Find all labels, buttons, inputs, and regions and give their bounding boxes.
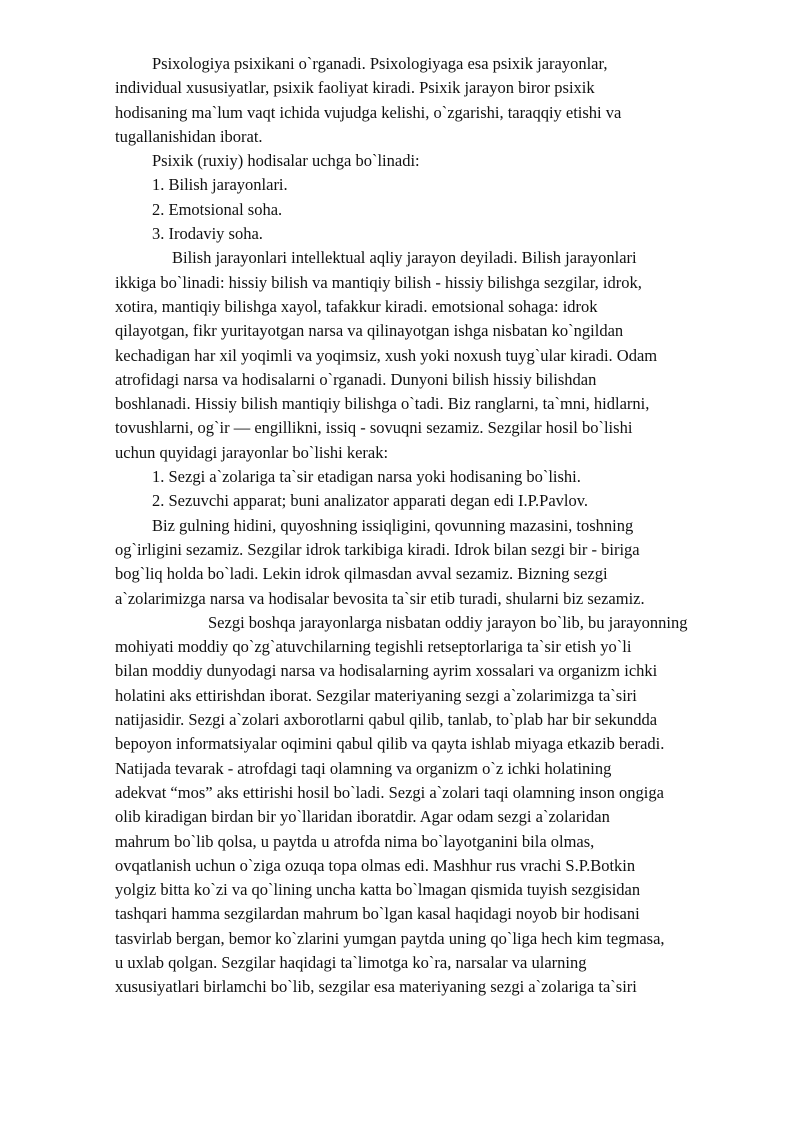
text-line: xususiyatlari birlamchi bo`lib, sezgilar esa materiyaning sezgi a`zolariga ta`siri [115,977,637,997]
list-item: 2. Emotsional soha. [152,199,283,219]
list-item: 1. Sezgi a`zolariga ta`sir etadigan narsa yoki hodisaning bo`lishi. [152,467,581,487]
text-line: tashqari hamma sezgilardan mahrum bo`lgan kasal haqidagi noyob bir hodisani [115,904,640,924]
text-line: adekvat “mos” aks ettirishi hosil bo`ladi. Sezgi a`zolari taqi olamning inson ongiga [115,782,664,802]
text-line: tovushlarni, og`ir — engillikni, issiq - sovuqni sezamiz. Sezgilar hosil bo`lishi [115,418,633,438]
text-line: atrofidagi narsa va hodisalarni o`rganadi. Dunyoni bilish hissiy bilishdan [115,369,597,389]
text-line: kechadigan har xil yoqimli va yoqimsiz, xush yoki noxush tuyg`ular kiradi. Odam [115,345,658,365]
text-line: Natijada tevarak - atrofdagi taqi olamning va organizm o`z ichki holatining [115,758,612,778]
text-line: ovqatlanish uchun o`ziga ozuqa topa olmas edi. Mashhur rus vrachi S.P.Botkin [115,855,636,875]
text-line: uchun quyidagi jarayonlar bo`lishi kerak: [115,442,389,462]
text-line: mohiyati moddiy qo`zg`atuvchilarning tegishli retseptorlariga ta`sir etish yo`li [115,637,632,657]
list-item: 3. Irodaviy soha. [152,224,263,244]
list-item: 2. Sezuvchi apparat; buni analizator apparati degan edi I.P.Pavlov. [152,491,589,511]
list-item: 1. Bilish jarayonlari. [152,175,288,195]
text-line: individual xususiyatlar, psixik faoliyat kiradi. Psixik jarayon biror psixik [115,78,595,98]
text-line: mahrum bo`lib qolsa, u paytda u atrofda nima bo`layotganini bila olmas, [115,831,595,851]
text-line: boshlanadi. Hissiy bilish mantiqiy bilishga o`tadi. Biz ranglarni, ta`mni, hidlarni, [115,394,650,414]
text-line: a`zolarimizga narsa va hodisalar bevosita ta`sir etib turadi, shularni biz sezamiz. [115,588,645,608]
text-line: holatini aks ettirishdan iborat. Sezgilar materiyaning sezgi a`zolarimizga ta`siri [115,685,637,705]
text-line: xotira, mantiqiy bilishga xayol, tafakkur kiradi. emotsional sohaga: idrok [115,296,598,316]
text-line: Psixik (ruxiy) hodisalar uchga bo`linadi: [152,151,420,171]
text-line: tasvirlab bergan, bemor ko`zlarini yumgan paytda uning qo`liga hech kim tegmasa, [115,928,665,948]
text-line: Sezgi boshqa jarayonlarga nisbatan oddiy jarayon bo`lib, bu jarayonning [208,612,688,632]
text-line: natijasidir. Sezgi a`zolari axborotlarni qabul qilib, tanlab, to`plab har bir sekundda [115,710,658,730]
document-body [115,52,745,1000]
text-line: Bilish jarayonlari intellektual aqliy jarayon deyiladi. Bilish jarayonlari [172,248,637,268]
text-line: olib kiradigan birdan bir yo`llaridan iboratdir. Agar odam sezgi a`zolaridan [115,807,610,827]
text-line: tugallanishidan iborat. [115,126,263,146]
text-line: bog`liq holda bo`ladi. Lekin idrok qilmasdan avval sezamiz. Bizning sezgi [115,564,608,584]
text-line: qilayotgan, fikr yuritayotgan narsa va qilinayotgan ishga nisbatan ko`ngildan [115,321,624,341]
text-line: hodisaning ma`lum vaqt ichida vujudga kelishi, o`zgarishi, taraqqiy etishi va [115,102,622,122]
text-line: Biz gulning hidini, quyoshning issiqligini, qovunning mazasini, toshning [152,515,634,535]
text-line: og`irligini sezamiz. Sezgilar idrok tarkibiga kiradi. Idrok bilan sezgi bir - biriga [115,539,640,559]
text-line: u uxlab qolgan. Sezgilar haqidagi ta`limotga ko`ra, narsalar va ularning [115,952,587,972]
text-line: Psixologiya psixikani o`rganadi. Psixologiyaga esa psixik jarayonlar, [152,54,608,73]
text-line: yolgiz bitta ko`zi va qo`lining uncha katta bo`lmagan qismida tuyish sezgisidan [115,880,641,900]
text-line: bilan moddiy dunyodagi narsa va hodisalarning ayrim xossalari va organizm ichki [115,661,658,681]
text-line: ikkiga bo`linadi: hissiy bilish va mantiqiy bilish - hissiy bilishga sezgilar, idrok, [115,272,642,292]
text-line: bepoyon informatsiyalar oqimini qabul qilib va qayta ishlab miyaga etkazib beradi. [115,734,665,754]
